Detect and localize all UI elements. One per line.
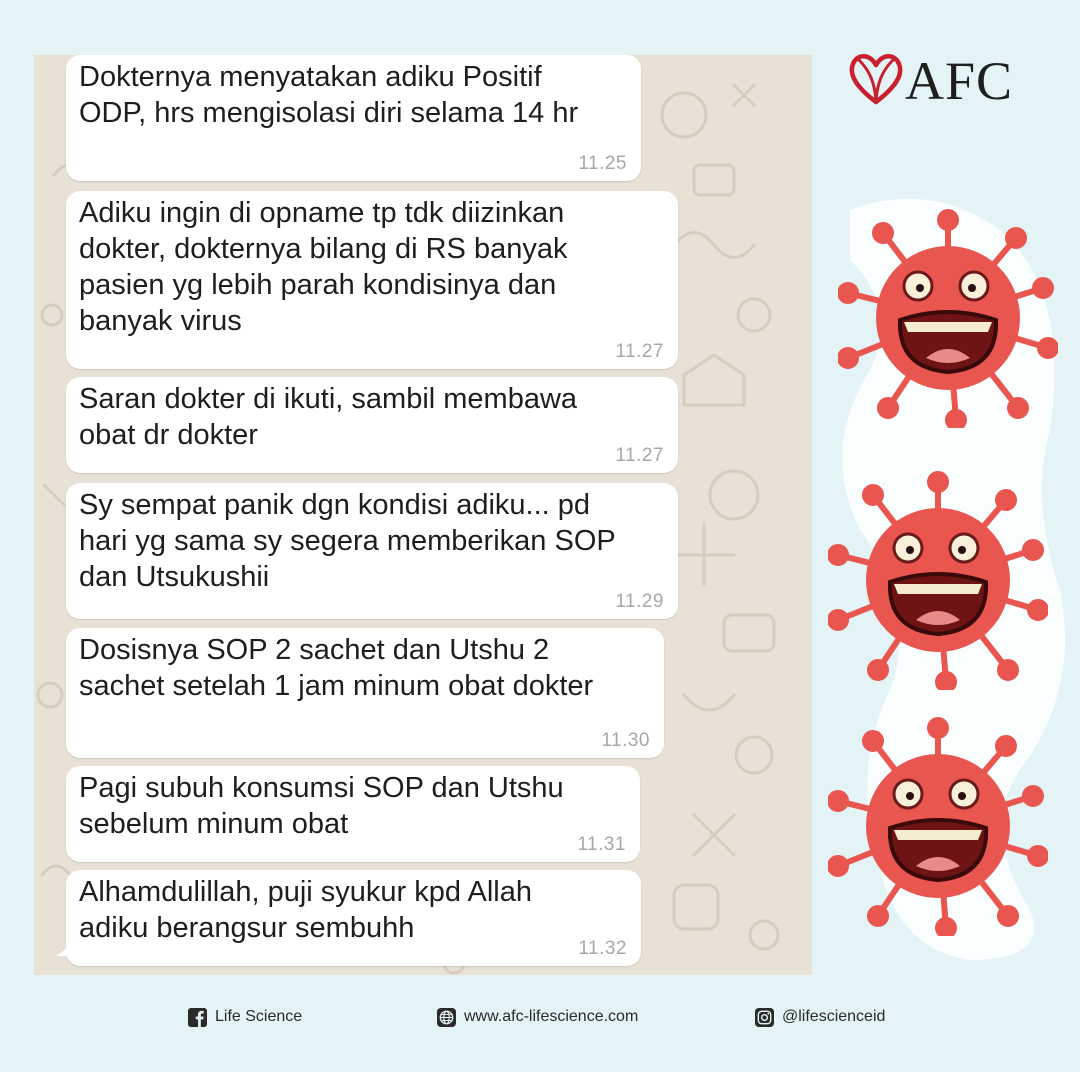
message-timestamp: 11.29 [615,591,664,612]
message-timestamp: 11.27 [615,445,664,466]
facebook-icon [188,1008,207,1027]
chat-message-bubble [66,870,641,966]
facebook-label: Life Science [215,1008,303,1025]
instagram-label: @lifescienceid [782,1008,886,1025]
chat-message-bubble [66,766,640,862]
heart-logo-icon [845,48,907,110]
globe-icon [437,1008,456,1027]
message-timestamp: 11.30 [601,730,650,751]
footer-instagram-link[interactable] [755,1003,885,1031]
website-label: www.afc-lifescience.com [464,1008,639,1025]
footer-website-link[interactable] [437,1003,638,1031]
message-text: Saran dokter di ikuti, sambil membawa obat dr dokter [79,383,578,451]
message-timestamp: 11.32 [578,938,627,959]
message-text: Sy sempat panik dgn kondisi adiku... pd hari yg sama sy segera memberikan SOP dan Utsukushii [79,489,616,593]
message-text: Pagi subuh konsumsi SOP dan Utshu sebelum minum obat [79,772,564,840]
chat-message-bubble [66,377,678,473]
message-text: Dosisnya SOP 2 sachet dan Utshu 2 sachet setelah 1 jam minum obat dokter [79,634,594,702]
message-text: Adiku ingin di opname tp tdk diizinkan dokter, dokternya bilang di RS banyak pasien yg lebih parah kondisinya dan banyak virus [79,197,568,337]
footer-facebook-link[interactable] [188,1003,302,1031]
message-text: Alhamdulillah, puji syukur kpd Allah adiku berangsur sembuhh [79,876,532,944]
angry-virus-icon [828,716,1048,936]
chat-message-bubble [66,191,678,369]
message-timestamp: 11.31 [577,834,626,855]
chat-screenshot [34,55,812,975]
angry-virus-icon [828,470,1048,690]
instagram-icon [755,1008,774,1027]
footer-contacts [0,1003,1080,1033]
angry-virus-icon [838,208,1058,428]
message-text: Dokternya menyatakan adiku Positif ODP, hrs mengisolasi diri selama 14 hr [79,61,579,129]
chat-message-bubble [66,628,664,758]
message-timestamp: 11.27 [615,341,664,362]
brand-name: AFC [905,51,1014,111]
chat-message-bubble [66,483,678,619]
message-timestamp: 11.25 [578,153,627,174]
afc-logo [845,48,1035,110]
chat-message-bubble [66,55,641,181]
